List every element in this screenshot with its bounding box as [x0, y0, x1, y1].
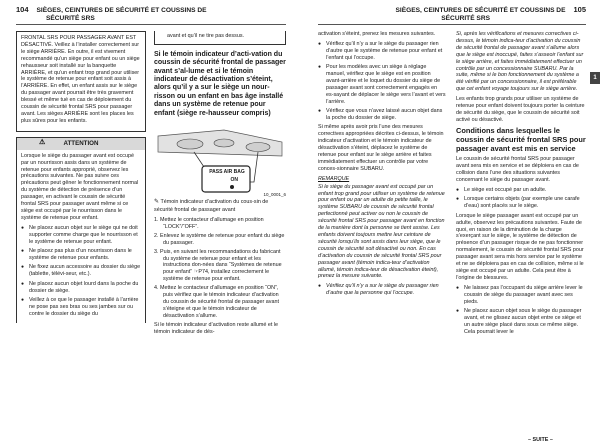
list-item: ● Ne laissez pas l’occupant du siège arrière lever le coussin de siège du passager avant avec ses pieds. [456, 285, 586, 306]
right-page-header [318, 6, 586, 22]
remark-title: REMARQUE [318, 175, 350, 182]
step-item: 2. Enlevez le système de retenue pour enfant du siège du passager. [154, 232, 285, 246]
figure-caption-text: Témoin indicateur d’activation du cous-sin de sécurité frontal de passager avant [154, 199, 269, 214]
indicator-figure [154, 122, 286, 197]
left-header-title-1: SIÈGES, CEINTURES DE SÉCURITÉ ET COUSSINS DE [36, 7, 207, 14]
right-page-number: 105 [573, 5, 586, 14]
left-header-rule [16, 24, 286, 25]
remark-list-item: ● Vérifiez qu’il n’y a sur le siège du passager rien d’autre que la personne qui l’occupe. [318, 283, 446, 297]
continued-footer: – SUITE – [528, 437, 553, 443]
left-page-number: 104 [16, 5, 29, 14]
attention-bullet: ● Veillez à ce que le passager installé à l’arrière ne pose pas ses bras ou ses jambes sur ou contre le dossier du siège du [21, 297, 141, 318]
right-header-title-1: SIÈGES, CEINTURES DE SÉCURITÉ ET COUSSINS DE [395, 7, 566, 14]
pass-air-bag-label: PASS AIR BAG [209, 168, 245, 175]
list-item: ● Le siège est occupé par un adulte. [456, 187, 586, 194]
list-item: ● Vérifiez qu’il n’y a sur le siège du passager rien d’autre que le système de retenue pour enfant et l’enfant qui l’occupe. [318, 41, 446, 62]
list-item: ● Ne placez aucun objet sous le siège du passager avant, et ne glissez aucun objet entre ce siège et un autre siège placé dans sous ce même siège. Cela pourrait lever le [456, 308, 586, 336]
remark-text: Si le siège du passager avant est occupé par un enfant trop grand pour utiliser un système de retenue pour enfant ou par un adulte de petite taille, le système SUBARU de coussin de sécurité frontal perfectionné peut activer ou non le coussin de sécurité frontal SRS pour passager avant en fonction de la manière dont la personne se tient assise. Les enfants doivent toujours mettre leur ceinture de sécurité lorsqu’ils sont assis dans leur siège, que le coussin de sécurité soit désactivé ou non. En cas d’activation du coussin de sécurité frontal SRS pour passager avant (témoin indica-teur d’activation allumé, témoin indica-teur de désactivation éteint), prenez la mesure suivante. [318, 183, 445, 280]
figure-caption [154, 199, 286, 214]
list-item: ● Vérifiez que vous n’avez laissé aucun objet dans la poche du dossier de siège. [318, 108, 446, 122]
column-1 [16, 31, 146, 323]
column-4 [456, 31, 586, 338]
paragraph: Le coussin de sécurité frontal SRS pour passager avant sera mis en service et se déploiera en cas de collision dans l’une des situations suivantes concernant le siège du passager avant. [456, 156, 579, 184]
attention-bullet: ● Ne placez aucun objet sur le siège qui ne doit supporter comme charge que le nourrisson et le système de retenue pour enfant. [21, 225, 141, 246]
attention-bullet: ● Ne placez pas plus d’un nourrisson dans le système de retenue pour enfants. [21, 248, 141, 262]
right-header-rule [318, 24, 586, 25]
attention-bullet: ● Ne placez aucun objet lourd dans la poche du dossier de siège. [21, 281, 141, 295]
box-continuation [154, 31, 286, 45]
right-header-title-2: SÉCURITÉ SRS [441, 14, 490, 22]
on-label: ON [230, 177, 238, 184]
left-header-title-2: SÉCURITÉ SRS [46, 14, 95, 22]
warning-box-continued [16, 31, 146, 132]
paragraph: activation s’éteint, prenez les mesures suivantes. [318, 31, 436, 37]
attention-label: ATTENTION [63, 139, 99, 147]
column-2 [154, 31, 286, 339]
left-page-header [16, 6, 286, 22]
camera-icon: ✎ [154, 199, 160, 206]
paragraph-tail: Si le témoin indicateur d’activation reste allumé et le témoin indicateur de dés- [154, 321, 279, 335]
box-continuation-text: avant et qu’il ne tire pas dessus. [167, 33, 245, 39]
step-item: 4. Mettez le contacteur d’allumage en position “ON”, puis vérifiez que le témoin indicateur d’activation du coussin de sécurité frontal de passager avant s’éteigne et que le témoin indicateur de désactivation s’allume. [154, 285, 279, 319]
list-item: ● Pour les modèles avec un siège à réglage manuel, vérifiez que le siège est en position avant-arrière et le loquet du dossier du siège de passager avant sont correctement engagés en es-sayant de déplacer le siège vers l’avant et vers l’arrière. [318, 64, 446, 105]
box-intro-text: FRONTAL SRS POUR PASSAGER AVANT EST DÉSACTIVÉ. Veillez à l’installer correctement sur le siège ARRIÈRE. En outre, il est vivement recommandé qu’un siège pour enfant ou un siège rehausseur soit installé sur la banquette ARRIÈRE, et qu’un enfant trop grand pour utiliser le système de retenue pour enfant soit assis à l’ARRIÈRE. En effet, un enfant assis sur le siège du passager avant pourrait être très gravement blessé et même tué en cas de déploiement du coussin de sécurité frontal SRS pour passager avant. Les sièges ARRIÈRE sont les places les plus sûres pour les enfants. [21, 35, 140, 124]
paragraph: Lorsque le siège passager avant est occupé par un adulte, observez les précautions suivantes. Faute de quoi, en raison de la diminution de la charge s’exerçant sur le siège, le système de détection de présence d’un passager risque de ne pas fonctionner normalement, le coussin de sécurité frontal SRS pour passager avant sera mis hors service par le système et ne se déploiera pas en cas de collision, même si le siège est occupé par un adulte. Cela peut être à l’origine de blessures. [456, 212, 584, 281]
attention-intro: Lorsque le siège du passager avant est occupé par un nourrisson assis dans un système de retenue pour enfants approprié, observez les précautions suivantes. Ne pas suivre ces précautions peut gêner le fonctionnement normal du système de détection de présence d’un passager, en activant le coussin de sécurité frontal SRS pour passager avant même si ce siège est occupé par le nourrisson dans le système de retenue pour enfant. [21, 152, 139, 221]
step-item: 1. Mettez le contacteur d’allumage en position “LOCK”/“OFF”. [154, 217, 264, 230]
list-item: ● Lorsque certains objets (par exemple une carafe d’eau) sont placés sur le siège. [456, 196, 586, 210]
paragraph: Les enfants trop grands pour utiliser un système de retenue pour enfant doivent toujours porter la ceinture de sécurité du siège, que le coussin de sécurité soit activé ou désactivé. [456, 96, 585, 123]
section-heading: Conditions dans lesquelles le coussin de sécurité frontal SRS pour passager avant est mis en service [456, 125, 586, 153]
attention-box [16, 137, 146, 323]
step-item: 3. Puis, en suivant les recommandations du fabricant du système de retenue pour enfant et les instructions don-nées dans “Systèmes de retenue pour enfant” ☞P74, installez correctement le système de retenue pour enfant. [154, 248, 282, 283]
attention-bullet: ● Ne fixez aucun accessoire au dossier du siège (tablette, télévi-seur, etc.). [21, 264, 141, 278]
warning-triangle-icon: ⚠ [39, 138, 46, 146]
paragraph: Si même après avoir pris l’une des mesures correctives appropriées décrites ci-dessus, le témoin indicateur d’activation et le témoin indicateur de désactivation s’éteint, déplacez le système de retenue pour enfant sur le siège arrière et faites immédiatement effectuer un contrôle par votre conces-sionnaire SUBARU. [318, 124, 444, 172]
column-3 [318, 31, 446, 300]
indicator-panel-illustration [154, 122, 286, 202]
figure-code: 10_0001_6 [263, 191, 286, 197]
attention-title [17, 138, 145, 150]
section-heading: Si le témoin indicateur d’acti-vation du coussin de sécurité frontal de passager avant s’al-lume et si le témoin indicateur de désactivation s’éteint, alors qu’il y a sur le siège un nour-risson ou un enfant en bas âge installé dans un système de retenue pour enfant (siège re-hausseur compris) [154, 50, 286, 117]
chapter-tab: 1 [590, 72, 600, 84]
italic-paragraph: Si, après les vérifications et mesures correctives ci-dessus, le témoin indica-teur d’activation du coussin de sécurité frontal de passager avant s’allume alors que le siège est inoccupé, faites s’asseoir l’enfant sur le siège arrière, et faites immédiatement effectuer un contrôle par un concessionnaire SUBARU. Par la suite, même si le bon fonctionnement du système a été vérifié par un concessionnaire, il est préférable que cet enfant voyage toujours sur le siège arrière. [456, 31, 584, 93]
